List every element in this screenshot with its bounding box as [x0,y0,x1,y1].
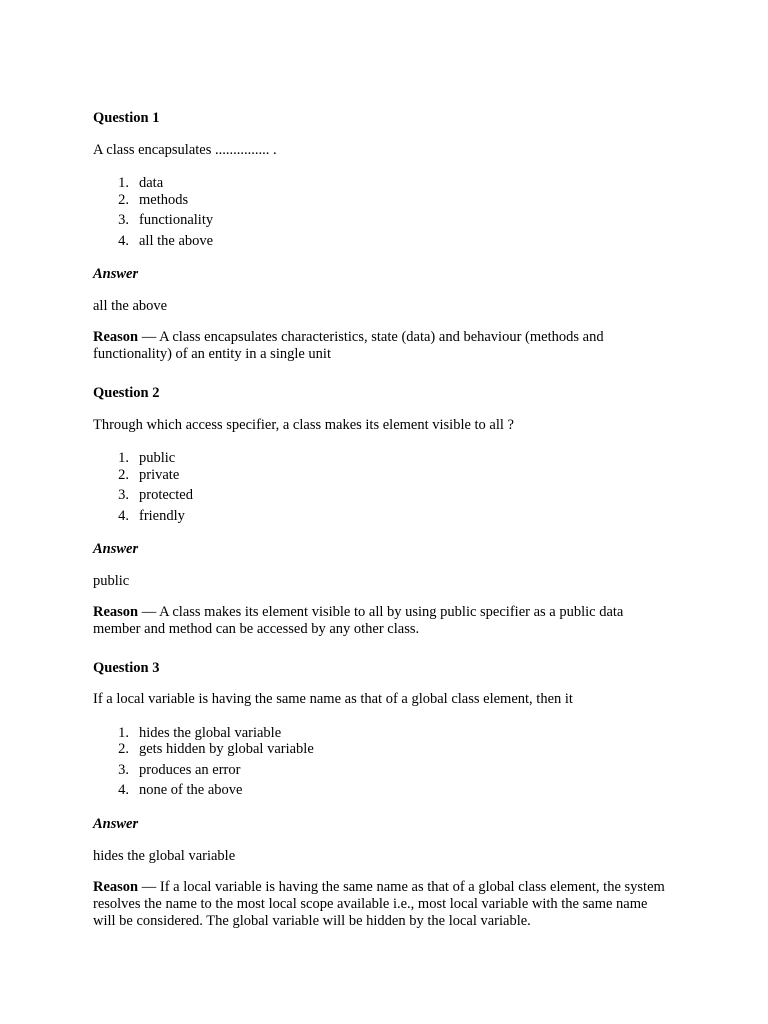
option-number: 4. [118,233,129,249]
option-number: 1. [118,175,129,191]
option-label: public [139,450,176,466]
option-number: 3. [118,762,129,778]
option-label: none of the above [139,782,243,798]
reason-text: — A class encapsulates characteristics, state (data) and behaviour (methods and functionality) of an entity in a single unit [93,329,604,362]
question-1-reason [93,329,668,363]
reason-text: — A class makes its element visible to all by using public specifier as a public data member and method can be accessed by any other class. [93,604,624,637]
reason-text: — If a local variable is having the same name as that of a global class element, the system resolves the name to the most local scope available i.e., most local variable with the same name will be considered. The global variable will be hidden by the local variable. [93,879,665,929]
question-1-text: A class encapsulates ............... . [93,142,277,158]
question-1-answer-label: Answer [93,266,139,282]
option-label: methods [139,192,189,208]
option-label: private [139,467,180,483]
question-1-title: Question 1 [93,110,160,126]
question-1-answer: all the above [93,298,168,314]
option-number: 4. [118,508,129,524]
question-2-answer-label: Answer [93,541,139,557]
option-label: data [139,175,164,191]
option-label: hides the global variable [139,725,282,741]
option-label: all the above [139,233,214,249]
option-number: 1. [118,450,129,466]
option-number: 2. [118,741,129,757]
option-number: 4. [118,782,129,798]
question-2-answer: public [93,573,130,589]
reason-label: Reason [93,879,139,895]
question-3-reason [93,879,668,930]
reason-label: Reason [93,604,139,620]
option-label: protected [139,487,193,503]
option-label: produces an error [139,762,241,778]
option-label: gets hidden by global variable [139,741,314,757]
option-number: 3. [118,212,129,228]
reason-label: Reason [93,329,139,345]
question-3-answer: hides the global variable [93,848,236,864]
option-number: 2. [118,467,129,483]
question-2-text: Through which access specifier, a class makes its element visible to all ? [93,417,514,433]
question-2-reason [93,604,668,638]
option-label: friendly [139,508,185,524]
option-label: functionality [139,212,214,228]
question-2-title: Question 2 [93,385,160,401]
option-number: 1. [118,725,129,741]
option-number: 3. [118,487,129,503]
question-3-text: If a local variable is having the same name as that of a global class element, then it [93,691,573,707]
question-3-title: Question 3 [93,660,160,676]
option-number: 2. [118,192,129,208]
question-3-answer-label: Answer [93,816,139,832]
